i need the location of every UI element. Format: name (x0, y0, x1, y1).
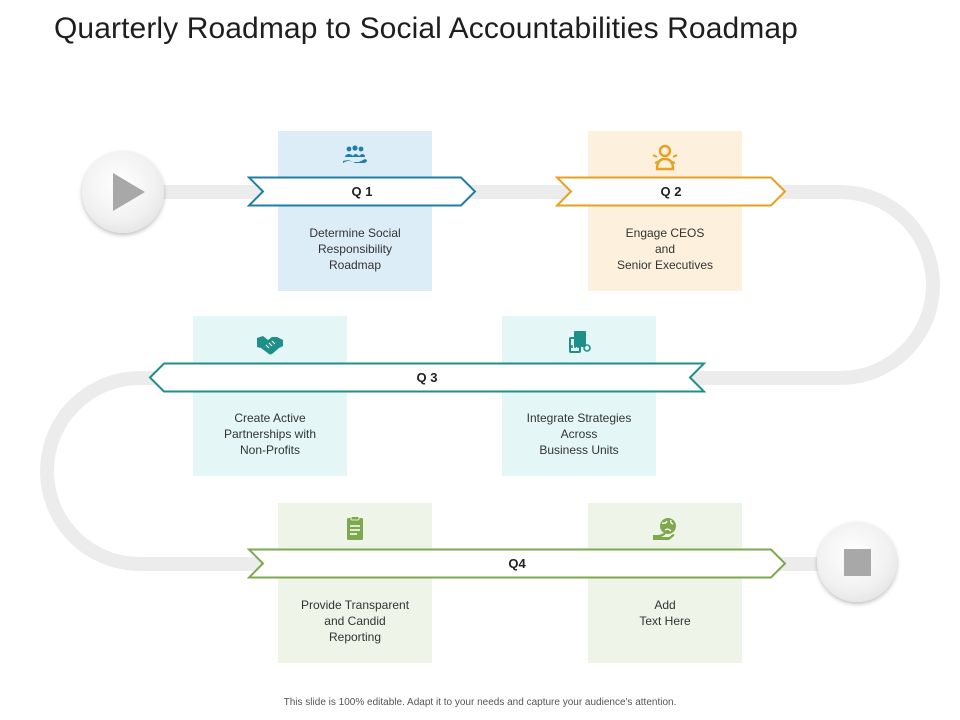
q3-label: Q 3 (416, 370, 438, 385)
globe-hand-icon (651, 515, 679, 543)
executive-icon (651, 143, 679, 171)
footer-note: This slide is 100% editable. Adapt it to your needs and capture your audience's attention. (283, 697, 677, 708)
card-text: Integrate Strategies Across Business Units (526, 411, 632, 457)
page-title: Quarterly Roadmap to Social Accountabilities Roadmap (54, 12, 798, 45)
q2-card (588, 131, 742, 291)
q4-card-right (588, 503, 742, 663)
q4-label: Q4 (508, 556, 526, 571)
q2-banner (555, 176, 787, 207)
q2-label: Q 2 (660, 184, 682, 199)
strategy-icon (565, 328, 593, 356)
card-text: Determine Social Responsibility Roadmap (309, 226, 401, 272)
handshake-icon (256, 328, 284, 356)
card-text: Add Text Here (639, 598, 691, 628)
report-icon (341, 515, 369, 543)
card-text: Create Active Partnerships with Non-Profits (223, 411, 317, 457)
card-text: Provide Transparent and Candid Reporting (300, 598, 410, 644)
q3-banner (148, 362, 706, 393)
q3-card-left (193, 316, 347, 476)
q4-card-left (278, 503, 432, 663)
q3-card-right (502, 316, 656, 476)
stop-icon[interactable] (817, 522, 897, 602)
q1-card (278, 131, 432, 291)
q1-label: Q 1 (351, 184, 373, 199)
q1-banner (247, 176, 477, 207)
people-hand-icon (341, 143, 369, 171)
q4-banner (247, 548, 787, 579)
card-text: Engage CEOS and Senior Executives (616, 226, 714, 272)
play-icon[interactable] (82, 151, 164, 233)
